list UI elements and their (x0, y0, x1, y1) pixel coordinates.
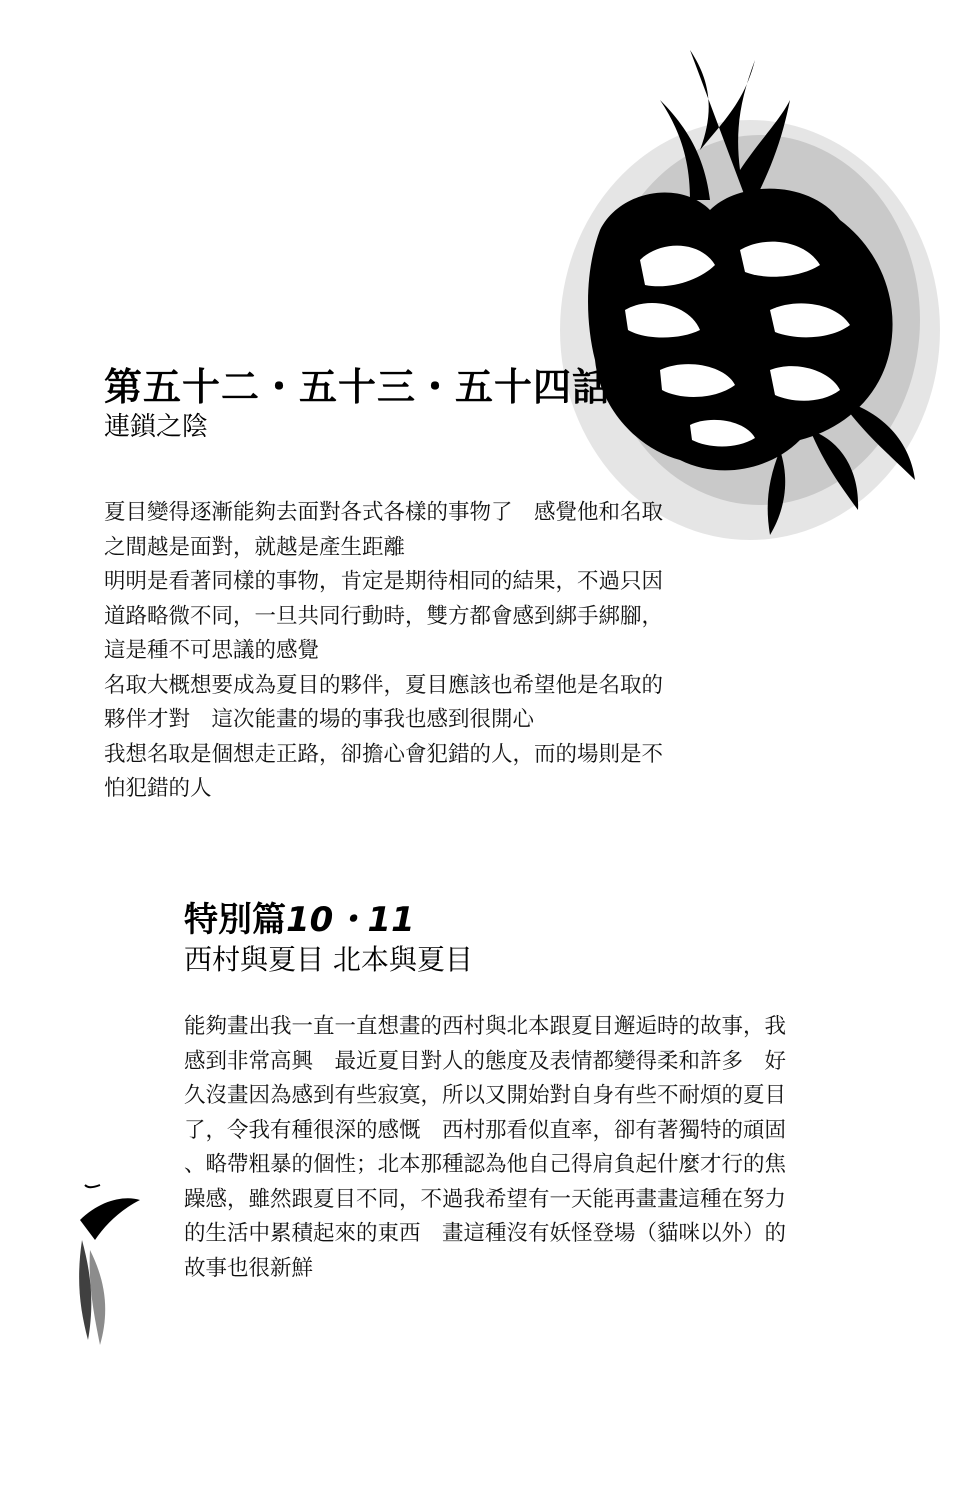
chapter-commentary (104, 496, 663, 807)
leaf-fragment-illustration (70, 1180, 150, 1360)
text-line: 了，令我有種很深的感慨 西村那看似直率，卻有著獨特的頑固 (184, 1117, 787, 1143)
text-line: 名取大概想要成為夏目的夥伴，夏目應該也希望他是名取的 (104, 672, 664, 698)
text-line: 、略帶粗暴的個性；北本那種認為他自己得肩負起什麼才行的焦 (184, 1152, 787, 1177)
special-chapter-title (184, 892, 415, 941)
text-line: 我想名取是個想走正路，卻擔心會犯錯的人，而的場則是不 (104, 741, 664, 767)
text-line: 夏目變得逐漸能夠去面對各式各樣的事物了 感覺他和名取 (104, 500, 664, 525)
text-line: 感到非常高興 最近夏目對人的態度及表情都變得柔和許多 好 (184, 1048, 787, 1074)
special-chapter-title-prefix: 特別篇 (184, 900, 286, 940)
text-line: 的生活中累積起來的東西 畫這種沒有妖怪登場（貓咪以外）的 (184, 1221, 787, 1246)
text-line: 久沒畫因為感到有些寂寞，所以又開始對自身有些不耐煩的夏目 (184, 1083, 787, 1108)
rose-illustration (540, 40, 940, 560)
chapter-title: 第五十二・五十三・五十四話 (104, 365, 612, 409)
text-line: 夥伴才對 這次能畫的場的事我也感到很開心 (104, 707, 535, 732)
text-line: 之間越是面對，就越是產生距離 (104, 534, 406, 560)
special-chapter-title-number: 10・11 (286, 900, 415, 940)
chapter-subtitle: 連鎖之陰 (104, 412, 209, 442)
text-line: 這是種不可思議的感覺 (104, 638, 320, 663)
text-line: 故事也很新鮮 (184, 1255, 314, 1281)
special-chapter-commentary (184, 1010, 786, 1286)
text-line: 怕犯錯的人 (104, 776, 212, 801)
text-line: 道路略微不同，一旦共同行動時，雙方都會感到綁手綁腳， (104, 603, 664, 629)
text-line: 能夠畫出我一直一直想畫的西村與北本跟夏目邂逅時的故事，我 (184, 1014, 787, 1039)
special-chapter-subtitle: 西村與夏目 北本與夏目 (184, 943, 473, 976)
text-line: 躁感，雖然跟夏目不同，不過我希望有一天能再畫畫這種在努力 (184, 1186, 787, 1212)
text-line: 明明是看著同樣的事物，肯定是期待相同的結果，不過只因 (104, 569, 664, 594)
